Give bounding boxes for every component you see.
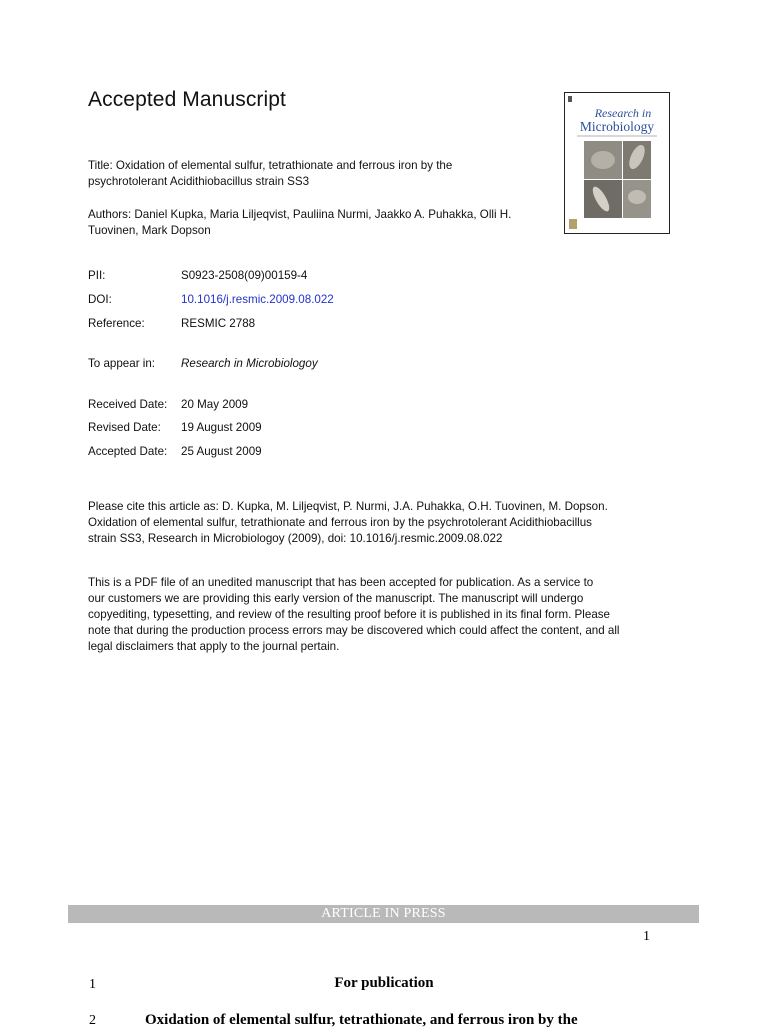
for-publication-heading: For publication (334, 975, 434, 991)
received-date-value: 20 May 2009 (181, 398, 249, 411)
page-number: 1 (643, 929, 650, 944)
citation-paragraph (88, 499, 678, 547)
pii-value: S0923-2508(09)00159-4 (181, 269, 308, 282)
page-title: Accepted Manuscript (88, 88, 286, 111)
disclaimer-line: note that during the production process errors may be discovered which could affect the content, and all (88, 624, 620, 637)
disclaimer-paragraph (88, 575, 678, 655)
banner-text: ARTICLE IN PRESS (321, 906, 446, 921)
line-number: 1 (89, 977, 96, 992)
line-number: 2 (89, 1013, 96, 1028)
disclaimer-line: copyediting, typesetting, and review of the resulting proof before it is published in its final form. Please (88, 608, 611, 621)
received-date-label: Received Date: (88, 398, 168, 411)
doi-link[interactable]: 10.1016/j.resmic.2009.08.022 (181, 293, 334, 306)
reference-label: Reference: (88, 317, 145, 330)
authors-line: Tuovinen, Mark Dopson (88, 224, 211, 237)
revised-date-label: Revised Date: (88, 421, 161, 434)
reference-value: RESMIC 2788 (181, 317, 256, 330)
accepted-date-label: Accepted Date: (88, 445, 168, 458)
citation-line: Please cite this article as: D. Kupka, M. Liljeqvist, P. Nurmi, J.A. Puhakka, O.H. Tuovinen, M. Dopson. (88, 500, 608, 513)
doi-label: DOI: (88, 293, 112, 306)
article-title (88, 158, 678, 190)
revised-date-value: 19 August 2009 (181, 421, 262, 434)
citation-line: Oxidation of elemental sulfur, tetrathionate and ferrous iron by the psychrotolerant Acidithiobacillus (88, 516, 592, 529)
citation-line: strain SS3, Research in Microbiologoy (2009), doi: 10.1016/j.resmic.2009.08.022 (88, 532, 503, 545)
appear-in-label: To appear in: (88, 357, 156, 370)
cover-journal-line2: Microbiology (579, 119, 655, 134)
appear-in-value: Research in Microbiologoy (181, 357, 318, 370)
pii-label: PII: (88, 269, 106, 282)
accepted-date-value: 25 August 2009 (181, 445, 262, 458)
article-authors (88, 207, 678, 239)
cover-journal-line1: Research in (594, 106, 652, 120)
article-title-line: Title: Oxidation of elemental sulfur, tetrathionate and ferrous iron by the (88, 159, 453, 172)
authors-line: Authors: Daniel Kupka, Maria Liljeqvist, Pauliina Nurmi, Jaakko A. Puhakka, Olli H. (88, 208, 512, 221)
article-title-start: Oxidation of elemental sulfur, tetrathionate, and ferrous iron by the (145, 1012, 578, 1028)
article-title-line: psychrotolerant Acidithiobacillus strain SS3 (88, 175, 310, 188)
disclaimer-line: our customers we are providing this early version of the manuscript. The manuscript will undergo (88, 592, 584, 605)
disclaimer-line: This is a PDF file of an unedited manuscript that has been accepted for publication. As a service to (88, 576, 594, 589)
disclaimer-line: legal disclaimers that apply to the journal pertain. (88, 640, 340, 653)
article-in-press-banner (68, 905, 699, 923)
